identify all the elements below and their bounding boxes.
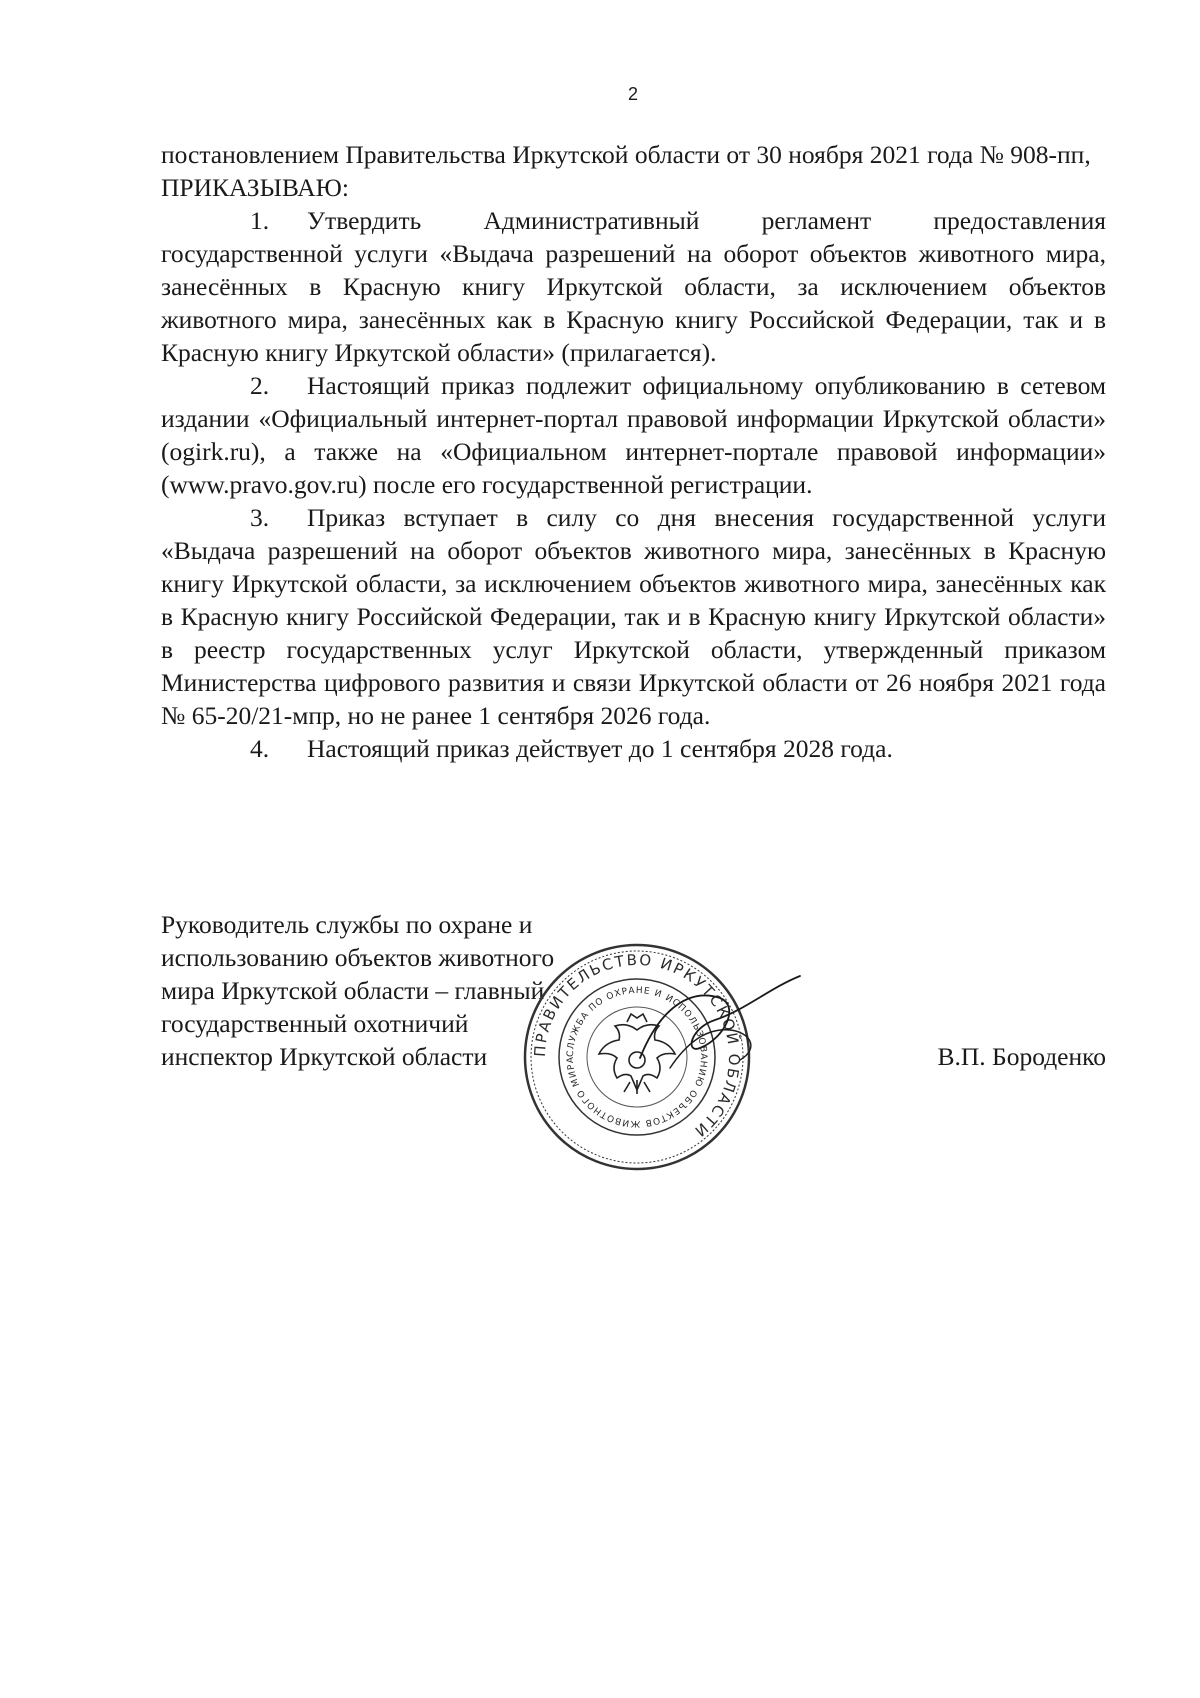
item-number: 4.: [250, 734, 270, 763]
svg-text:СЛУЖБА ПО ОХРАНЕ И ИСПОЛЬЗОВАН: СЛУЖБА ПО ОХРАНЕ И ИСПОЛЬЗОВАНИЮ ОБЪЕКТОВ ЖИВОТНОГО МИРА: [565, 985, 709, 1129]
page-number: 2: [627, 84, 638, 104]
handwritten-signature-icon: [630, 968, 810, 1088]
item-text: Настоящий приказ действует до 1 сентября 2028 года.: [307, 734, 893, 763]
order-item-2: [161, 369, 1106, 501]
order-item-1: [161, 204, 1106, 369]
item-number: 3.: [250, 503, 270, 532]
item-number: 2.: [250, 371, 270, 400]
svg-text:ПРАВИТЕЛЬСТВО ИРКУТСКОЙ ОБЛАСТ: ПРАВИТЕЛЬСТВО ИРКУТСКОЙ ОБЛАСТИ: [530, 950, 744, 1142]
item-number: 1.: [250, 206, 270, 235]
signer-title-line: Руководитель службы по охране и: [161, 910, 533, 939]
signer-name: В.П. Бороденко: [937, 1042, 1106, 1071]
document-body: [161, 138, 1106, 765]
intro-paragraph: постановлением Правительства Иркутской области от 30 ноября 2021 года № 908-пп,: [161, 140, 1091, 169]
order-item-3: [161, 501, 1106, 732]
signer-title-line: мира Иркутской области – главный: [161, 976, 545, 1005]
signer-title-line: государственный охотничий: [161, 1009, 469, 1038]
signer-title-line: инспектор Иркутской области: [161, 1042, 488, 1071]
signer-title-line: использованию объектов животного: [161, 943, 555, 972]
order-item-4: [161, 732, 1106, 765]
item-text: Утвердить Административный регламент предоставления государственной услуги «Выдача разрешений на оборот объектов животного мира, занесённых в Красную книгу Иркутской области, за исключением объектов животного мира, занесённых как в Красную книгу Российской Федерации, так и в Красную книгу Иркутской области» (прилагается).: [161, 206, 1106, 367]
item-text: Настоящий приказ подлежит официальному опубликованию в сетевом издании «Официальный интернет-портал правовой информации Иркутской области» (ogirk.ru), а также на «Официальном интернет-портале правовой информации» (www.pravo.gov.ru) после его государственной регистрации.: [161, 371, 1106, 499]
item-text: Приказ вступает в силу со дня внесения государственной услуги «Выдача разрешений на оборот объектов животного мира, занесённых в Красную книгу Иркутской области, за исключением объектов животного мира, занесённых как в Красную книгу Российской Федерации, так и в Красную книгу Иркутской области» в реестр государственных услуг Иркутской области, утвержденный приказом Министерства цифрового развития и связи Иркутской области от 26 ноября 2021 года № 65-20/21-мпр, но не ранее 1 сентября 2026 года.: [161, 503, 1106, 730]
order-word: ПРИКАЗЫВАЮ:: [161, 173, 349, 202]
